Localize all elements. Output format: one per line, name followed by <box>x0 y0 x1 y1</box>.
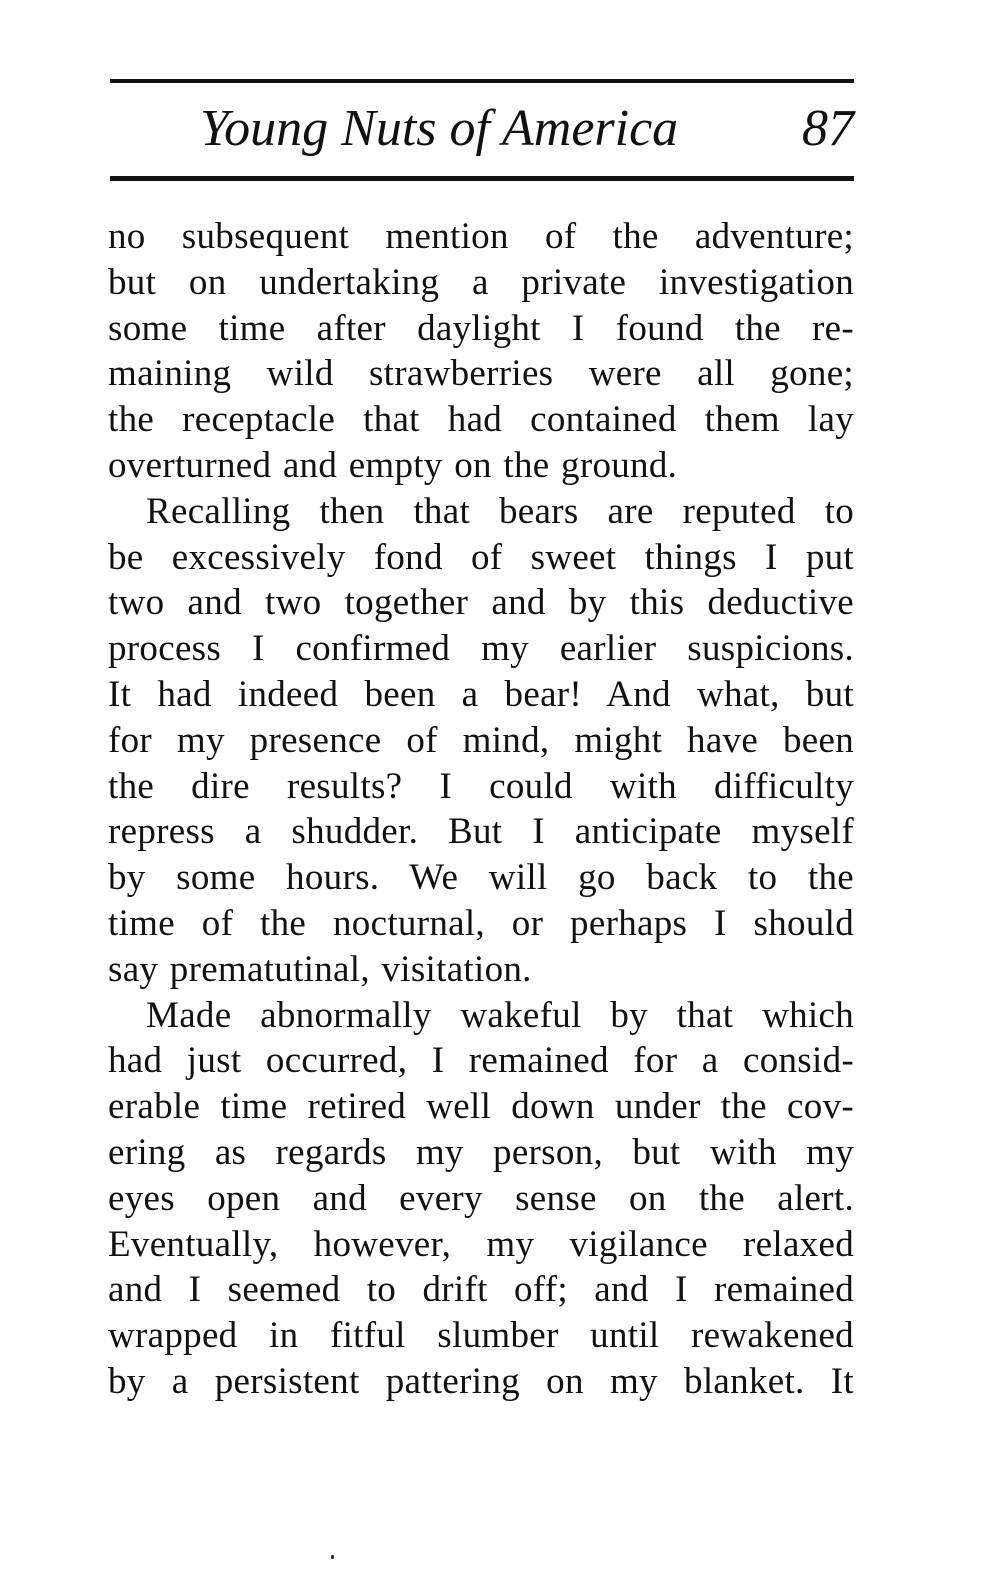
page-number: 87 <box>802 100 854 157</box>
text-line: It had indeed been a bear! And what, but <box>108 673 854 715</box>
text-line: wrapped in fitful slumber until rewakened <box>108 1315 854 1357</box>
text-line: but on undertaking a private investigation <box>108 261 854 303</box>
text-line: the dire results? I could with difficulty <box>108 765 854 807</box>
text-line: eyes open and every sense on the alert. <box>108 1177 854 1219</box>
text-line: some time after daylight I found the re- <box>108 307 854 349</box>
paragraph-3 <box>108 993 854 1405</box>
text-line: process I confirmed my earlier suspicions. <box>108 628 854 670</box>
text-line: say prematutinal, visitation. <box>108 948 532 990</box>
running-head <box>110 96 854 162</box>
text-line: Recalling then that bears are reputed to <box>146 490 854 532</box>
running-title: Young Nuts of America <box>200 100 679 157</box>
text-line: repress a shudder. But I anticipate myself <box>108 811 854 853</box>
text-line: no subsequent mention of the adventure; <box>108 216 854 257</box>
paragraph-1 <box>108 214 854 489</box>
text-line: by some hours. We will go back to the <box>108 857 854 899</box>
paragraph-2 <box>108 489 854 993</box>
text-line: by a persistent pattering on my blanket. It <box>108 1360 854 1402</box>
text-line: time of the nocturnal, or perhaps I should <box>108 902 854 944</box>
text-line: Eventually, however, my vigilance relaxed <box>108 1223 854 1265</box>
print-speck <box>331 1555 334 1559</box>
text-line: had just occurred, I remained for a consid- <box>108 1040 854 1082</box>
text-line: ering as regards my person, but with my <box>108 1131 854 1173</box>
text-line: erable time retired well down under the cov- <box>108 1086 854 1128</box>
text-line: the receptacle that had contained them lay <box>108 399 854 441</box>
text-line: maining wild strawberries were all gone; <box>108 353 854 395</box>
text-line: and I seemed to drift off; and I remained <box>108 1269 854 1311</box>
body-text <box>108 214 854 1405</box>
text-line: be excessively fond of sweet things I put <box>108 536 854 578</box>
text-line: overturned and empty on the ground. <box>108 444 678 486</box>
text-line: Made abnormally wakeful by that which <box>146 994 854 1036</box>
text-line: for my presence of mind, might have been <box>108 719 854 761</box>
header-top-rule <box>110 79 854 83</box>
header-bottom-rule <box>110 176 854 181</box>
text-line: two and two together and by this deductive <box>108 582 854 624</box>
